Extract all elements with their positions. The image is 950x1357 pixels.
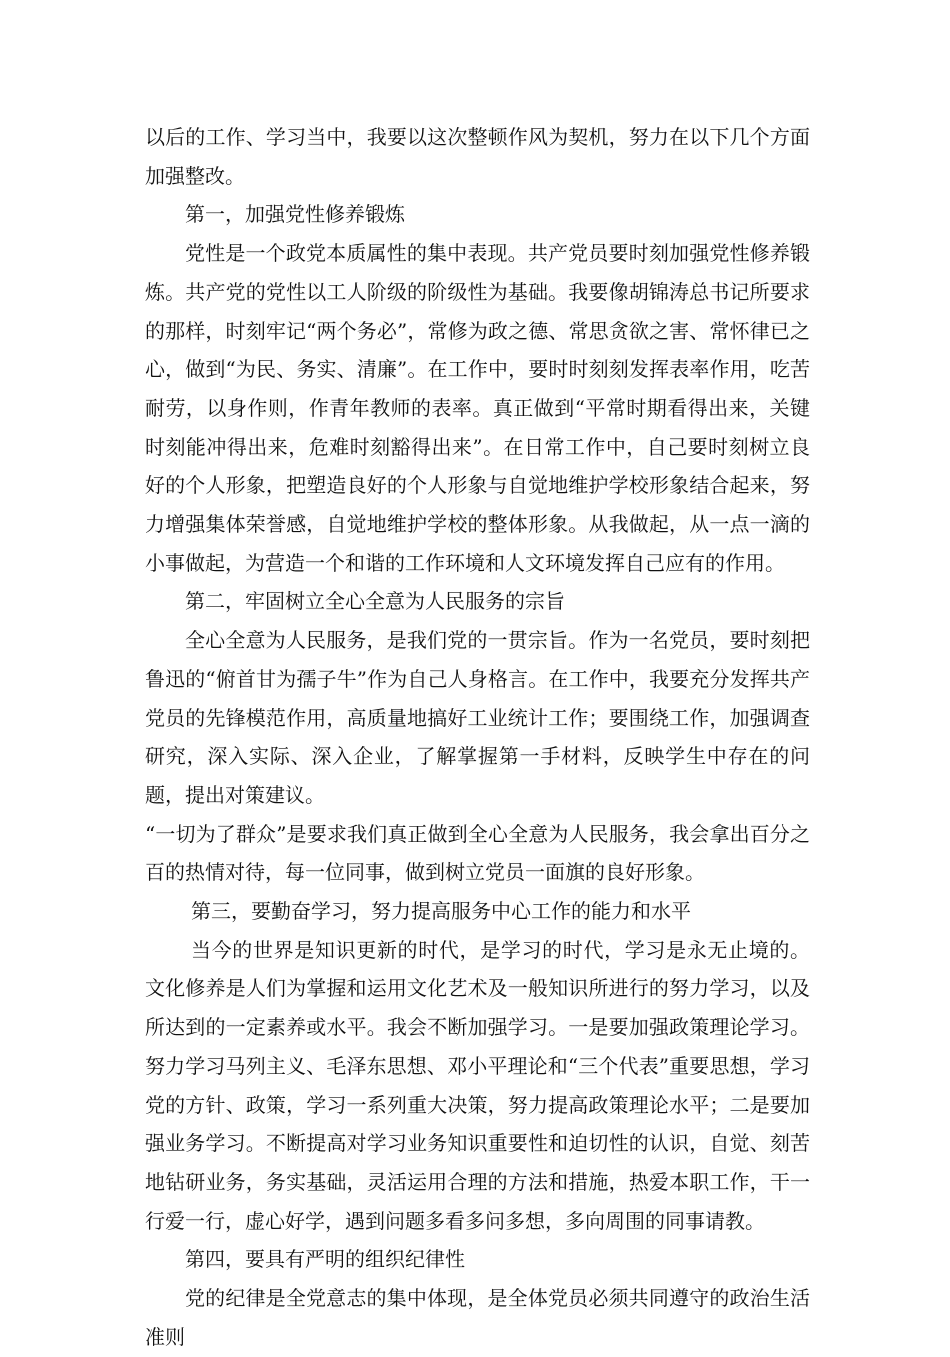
paragraph-serve-people: 全心全意为人民服务，是我们党的一贯宗旨。作为一名党员，要时刻把鲁迅的“俯首甘为孺子牛”作为自己人身格言。在工作中，我要充分发挥共产党员的先锋模范作用，高质量地搞好工业统计工作；要围绕工作，加强调查研究，深入实际、深入企业，了解掌握第一手材料，反映学生中存在的问题，提出对策建议。 <box>145 628 810 807</box>
paragraph-discipline: 党的纪律是全党意志的集中体现，是全体党员必须共同遵守的政治生活准则 <box>145 1286 810 1349</box>
paragraph-for-the-masses: “一切为了群众”是要求我们真正做到全心全意为人民服务，我会拿出百分之百的热情对待，每一位同事，做到树立党员一面旗的良好形象。 <box>145 821 810 885</box>
heading-fourth: 第四，要具有严明的组织纪律性 <box>185 1247 465 1272</box>
document-page <box>145 118 810 1357</box>
heading-third: 第三，要勤奋学习，努力提高服务中心工作的能力和水平 <box>191 899 691 924</box>
paragraph-party-spirit: 党性是一个政党本质属性的集中表现。共产党员要时刻加强党性修养锻炼。共产党的党性以工人阶级的阶级性为基础。我要像胡锦涛总书记所要求的那样，时刻牢记“两个务必”，常修为政之德、常思贪欲之害、常怀律已之心，做到“为民、务实、清廉”。在工作中，要时时刻刻发挥表率作用，吃苦耐劳，以身作则，作青年教师的表率。真正做到“平常时期看得出来，关键时刻能冲得出来，危难时刻豁得出来”。在日常工作中，自己要时刻树立良好的个人形象，把塑造良好的个人形象与自觉地维护学校形象结合起来，努力增强集体荣誉感，自觉地维护学校的整体形象。从我做起，从一点一滴的小事做起，为营造一个和谐的工作环境和人文环境发挥自己应有的作用。 <box>145 241 810 575</box>
heading-first: 第一，加强党性修养锻炼 <box>185 202 405 227</box>
heading-second: 第二，牢固树立全心全意为人民服务的宗旨 <box>185 589 565 614</box>
paragraph-intro-continuation: 以后的工作、学习当中，我要以这次整顿作风为契机，努力在以下几个方面加强整改。 <box>145 125 810 188</box>
paragraph-study: 当今的世界是知识更新的时代，是学习的时代，学习是永无止境的。文化修养是人们为掌握和运用文化艺术及一般知识所进行的努力学习，以及所达到的一定素养或水平。我会不断加强学习。一是要加强政策理论学习。努力学习马列主义、毛泽东思想、邓小平理论和“三个代表”重要思想，学习党的方针、政策，学习一系列重大决策，努力提高政策理论水平；二是要加强业务学习。不断提高对学习业务知识重要性和迫切性的认识，自觉、刻苦地钻研业务，务实基础，灵活运用合理的方法和措施，热爱本职工作，干一行爱一行，虚心好学，遇到问题多看多问多想，多向周围的同事请教。 <box>145 937 810 1233</box>
